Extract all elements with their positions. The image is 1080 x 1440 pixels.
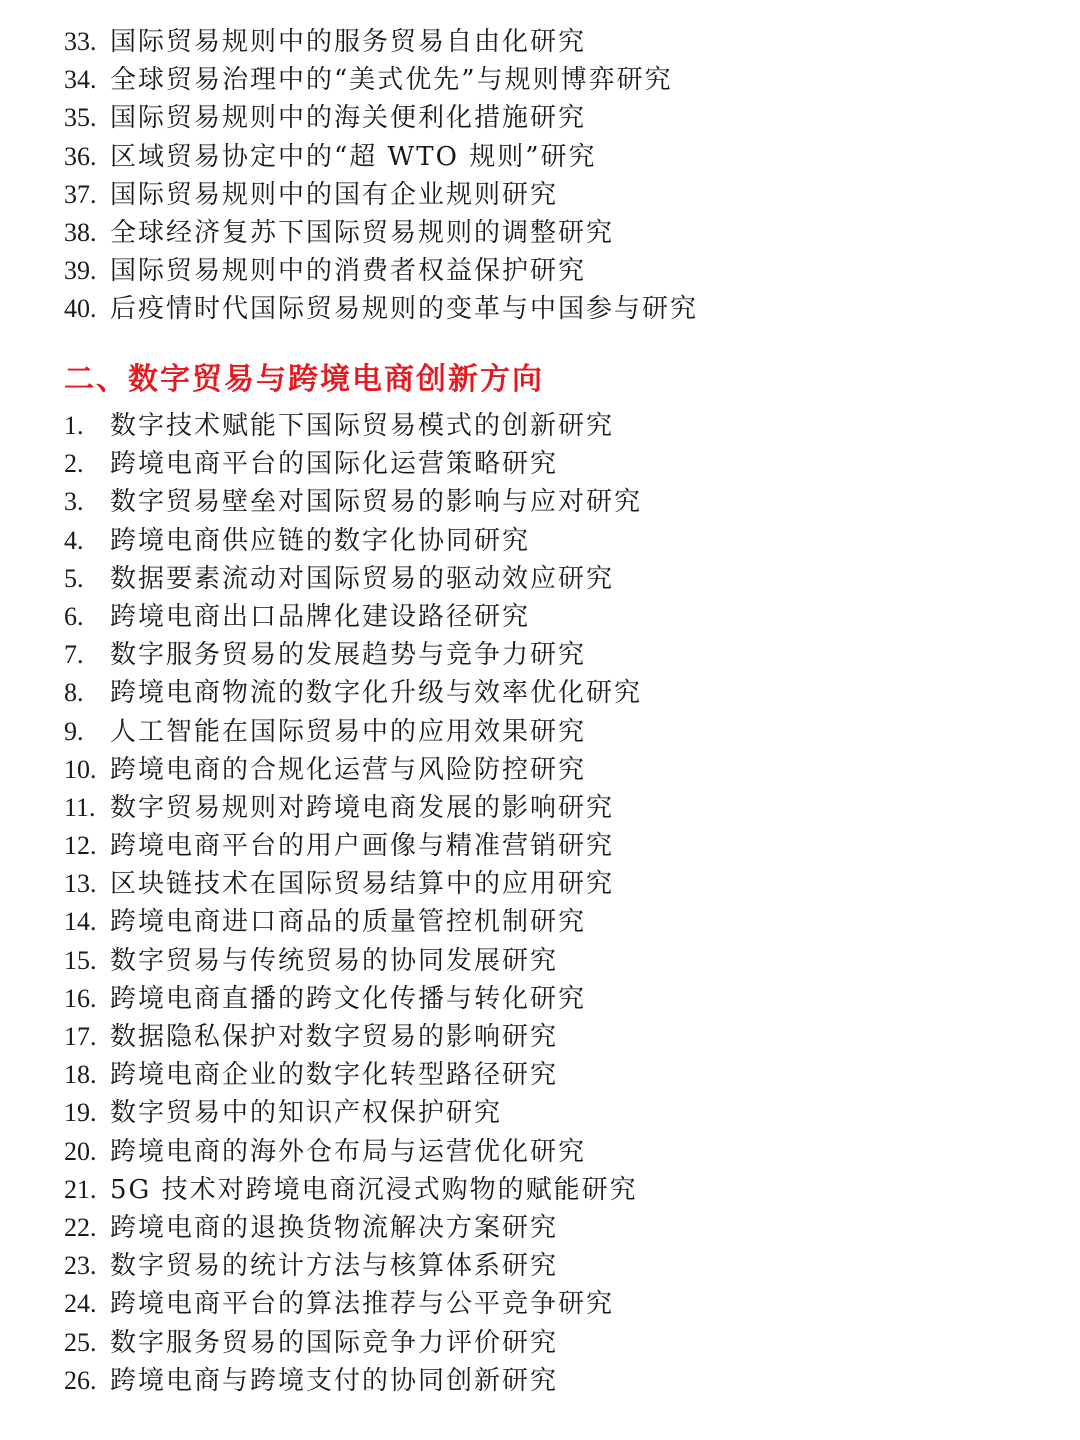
list-item — [64, 1362, 642, 1400]
list-item — [64, 214, 698, 252]
list-item — [64, 751, 642, 789]
item-number: 33. — [64, 27, 97, 56]
item-number: 18. — [64, 1060, 97, 1090]
item-number: 12. — [64, 831, 97, 861]
item-number: 37. — [64, 179, 97, 209]
item-number: 17. — [64, 1022, 97, 1051]
topic-list-section-1 — [64, 23, 698, 329]
list-item — [64, 1324, 642, 1362]
list-item — [64, 1094, 642, 1132]
item-number: 2. — [64, 449, 84, 479]
item-text: 数字贸易中的知识产权保护研究 — [110, 1098, 503, 1129]
item-text: 数字贸易的统计方法与核算体系研究 — [110, 1251, 559, 1282]
item-number: 21. — [64, 1174, 97, 1204]
item-text: 跨境电商物流的数字化升级与效率优化研究 — [110, 678, 643, 709]
item-text: 全球贸易治理中的“美式优先”与规则博弈研究 — [110, 65, 673, 96]
list-item — [64, 61, 698, 99]
item-number: 14. — [64, 907, 97, 937]
list-item — [64, 23, 698, 61]
item-text: 全球经济复苏下国际贸易规则的调整研究 — [110, 217, 615, 248]
item-text: 跨境电商的海外仓布局与运营优化研究 — [110, 1136, 587, 1167]
list-item — [64, 636, 642, 674]
item-text: 跨境电商平台的国际化运营策略研究 — [110, 449, 559, 480]
item-text: 区块链技术在国际贸易结算中的应用研究 — [110, 869, 615, 900]
list-item — [64, 598, 642, 636]
list-item — [64, 1056, 642, 1094]
list-item — [64, 674, 642, 712]
list-item — [64, 290, 698, 328]
item-text: 人工智能在国际贸易中的应用效果研究 — [110, 716, 587, 747]
item-number: 36. — [64, 141, 97, 171]
item-text: 数字贸易与传统贸易的协同发展研究 — [110, 945, 559, 976]
item-text: 跨境电商出口品牌化建设路径研究 — [110, 601, 531, 632]
item-text: 5G 技术对跨境电商沉浸式购物的赋能研究 — [110, 1174, 638, 1205]
list-item — [64, 1133, 642, 1171]
item-number: 9. — [64, 716, 84, 746]
item-text: 跨境电商平台的用户画像与精准营销研究 — [110, 831, 615, 862]
item-number: 35. — [64, 103, 97, 133]
item-number: 5. — [64, 563, 84, 593]
list-item — [64, 138, 698, 176]
item-text: 跨境电商的合规化运营与风险防控研究 — [110, 754, 587, 785]
item-text: 国际贸易规则中的海关便利化措施研究 — [110, 103, 587, 134]
item-number: 24. — [64, 1289, 97, 1319]
item-number: 6. — [64, 601, 84, 631]
list-item — [64, 942, 642, 980]
item-number: 3. — [64, 487, 84, 517]
list-item — [64, 1018, 642, 1056]
list-item — [64, 176, 698, 214]
item-number: 10. — [64, 754, 97, 784]
item-text: 跨境电商的退换货物流解决方案研究 — [110, 1212, 559, 1243]
item-text: 国际贸易规则中的消费者权益保护研究 — [110, 256, 587, 287]
item-number: 34. — [64, 65, 97, 95]
item-number: 23. — [64, 1251, 97, 1281]
section-heading: 二、数字贸易与跨境电商创新方向 — [64, 362, 544, 397]
list-item — [64, 1171, 642, 1209]
list-item — [64, 407, 642, 445]
list-item — [64, 1247, 642, 1285]
list-item — [64, 865, 642, 903]
list-item — [64, 99, 698, 137]
item-number: 16. — [64, 983, 97, 1013]
item-number: 39. — [64, 256, 97, 286]
item-text: 国际贸易规则中的国有企业规则研究 — [110, 179, 559, 210]
item-text: 数据要素流动对国际贸易的驱动效应研究 — [110, 563, 615, 594]
item-number: 38. — [64, 217, 97, 247]
item-text: 跨境电商供应链的数字化协同研究 — [110, 525, 531, 556]
item-text: 数字贸易规则对跨境电商发展的影响研究 — [110, 792, 615, 823]
item-text: 数字服务贸易的发展趋势与竞争力研究 — [110, 640, 587, 671]
list-item — [64, 980, 642, 1018]
item-number: 22. — [64, 1212, 97, 1242]
item-number: 1. — [64, 411, 84, 440]
list-item — [64, 522, 642, 560]
item-text: 跨境电商企业的数字化转型路径研究 — [110, 1060, 559, 1091]
item-text: 国际贸易规则中的服务贸易自由化研究 — [110, 27, 587, 57]
item-number: 4. — [64, 525, 84, 555]
list-item — [64, 827, 642, 865]
item-number: 7. — [64, 640, 84, 670]
list-item — [64, 252, 698, 290]
item-text: 跨境电商直播的跨文化传播与转化研究 — [110, 983, 587, 1014]
item-number: 8. — [64, 678, 84, 708]
topic-list-section-2 — [64, 407, 642, 1400]
list-item — [64, 1209, 642, 1247]
item-number: 25. — [64, 1327, 97, 1357]
item-number: 20. — [64, 1136, 97, 1166]
list-item — [64, 445, 642, 483]
item-number: 13. — [64, 869, 97, 899]
list-item — [64, 483, 642, 521]
item-number: 15. — [64, 945, 97, 975]
list-item — [64, 789, 642, 827]
item-number: 19. — [64, 1098, 97, 1128]
item-text: 数字技术赋能下国际贸易模式的创新研究 — [110, 411, 615, 441]
list-item — [64, 560, 642, 598]
item-text: 跨境电商进口商品的质量管控机制研究 — [110, 907, 587, 938]
list-item — [64, 713, 642, 751]
item-text: 跨境电商与跨境支付的协同创新研究 — [110, 1365, 559, 1396]
list-item — [64, 903, 642, 941]
item-text: 区域贸易协定中的“超 WTO 规则”研究 — [110, 141, 597, 172]
item-text: 跨境电商平台的算法推荐与公平竞争研究 — [110, 1289, 615, 1320]
list-item — [64, 1285, 642, 1323]
item-text: 数字贸易壁垒对国际贸易的影响与应对研究 — [110, 487, 643, 518]
item-number: 11. — [64, 792, 96, 822]
item-number: 40. — [64, 294, 97, 324]
item-number: 26. — [64, 1365, 97, 1395]
item-text: 数字服务贸易的国际竞争力评价研究 — [110, 1327, 559, 1358]
item-text: 数据隐私保护对数字贸易的影响研究 — [110, 1022, 559, 1052]
item-text: 后疫情时代国际贸易规则的变革与中国参与研究 — [110, 294, 699, 325]
